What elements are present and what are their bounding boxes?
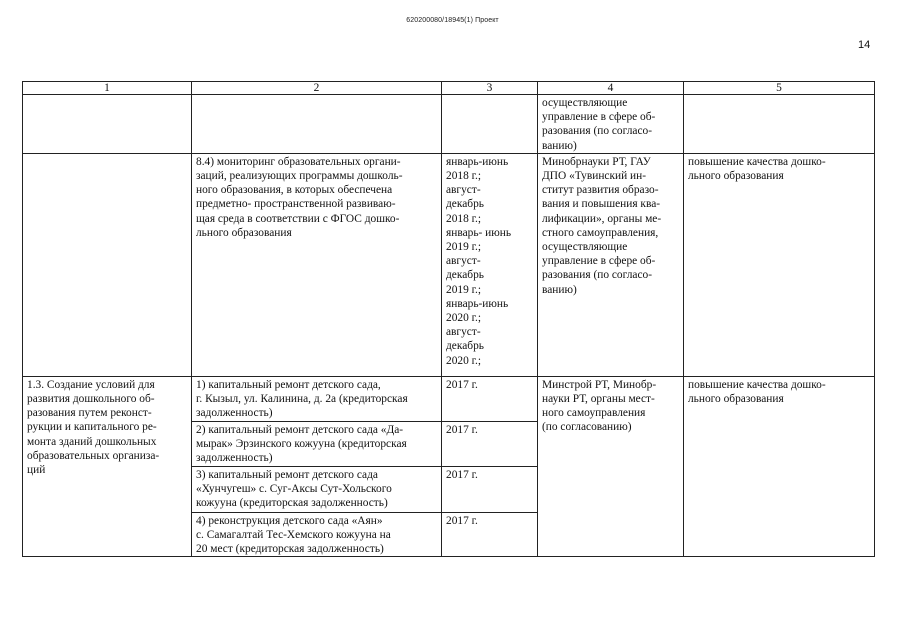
column-header-3: 3 [442, 82, 538, 95]
cell-activity: 4) реконструкция детского сада «Аян» с. Самагалтай Тес-Хемского кожууна на 20 мест (кредиторская задолженность) [192, 512, 442, 557]
table-header-row [23, 82, 875, 95]
cell-activity: 3) капитальный ремонт детского сада «Хунчугеш» с. Суг-Аксы Сут-Хольского кожууна (кредиторская задолженность) [192, 466, 442, 512]
page-number: 14 [858, 39, 871, 51]
table-row [23, 153, 875, 376]
cell-executor: осуществляющие управление в сфере об- разования (по согласо- ванию) [538, 95, 684, 154]
cell-deadline: 2017 г. [442, 421, 538, 466]
cell-empty [192, 95, 442, 154]
cell-empty [684, 95, 875, 154]
cell-result: повышение качества дошко- льного образования [684, 376, 875, 557]
column-header-1: 1 [23, 82, 192, 95]
cell-empty [442, 95, 538, 154]
table-row [23, 95, 875, 154]
cell-deadline: 2017 г. [442, 376, 538, 421]
plan-table [22, 81, 875, 557]
column-header-5: 5 [684, 82, 875, 95]
table-row [23, 376, 875, 421]
cell-result: повышение качества дошко- льного образования [684, 153, 875, 376]
cell-activity: 8.4) мониторинг образовательных органи- заций, реализующих программы дошколь- ного образования, в которых обеспечена предметно- пространственной развиваю- щая среда в соответствии с ФГОС дошко- льного образования [192, 153, 442, 376]
cell-empty [23, 153, 192, 376]
cell-task: 1.3. Создание условий для развития дошкольного об- разования путем реконст- рукции и капитального ре- монта зданий дошкольных образовательных организа- ций [23, 376, 192, 557]
document-id: 620200080/18945(1) Проект [406, 17, 499, 24]
cell-deadline: 2017 г. [442, 466, 538, 512]
cell-executor: Минстрой РТ, Минобр- науки РТ, органы мест- ного самоуправления (по согласованию) [538, 376, 684, 557]
column-header-4: 4 [538, 82, 684, 95]
cell-activity: 2) капитальный ремонт детского сада «Да- мырак» Эрзинского кожууна (кредиторская задолженность) [192, 421, 442, 466]
cell-deadline: январь-июнь 2018 г.; август- декабрь 2018 г.; январь- июнь 2019 г.; август- декабрь 2019 г.; январь-июнь 2020 г.; август- декабрь 2020 г.; [442, 153, 538, 376]
cell-executor: Минобрнауки РТ, ГАУ ДПО «Тувинский ин- ститут развития образо- вания и повышения ква- лификации», органы ме- стного самоуправления, осуществляющие управление в сфере об- разования (по согласо- ванию) [538, 153, 684, 376]
cell-deadline: 2017 г. [442, 512, 538, 557]
cell-activity: 1) капитальный ремонт детского сада, г. Кызыл, ул. Калинина, д. 2а (кредиторская задолженность) [192, 376, 442, 421]
cell-empty [23, 95, 192, 154]
column-header-2: 2 [192, 82, 442, 95]
